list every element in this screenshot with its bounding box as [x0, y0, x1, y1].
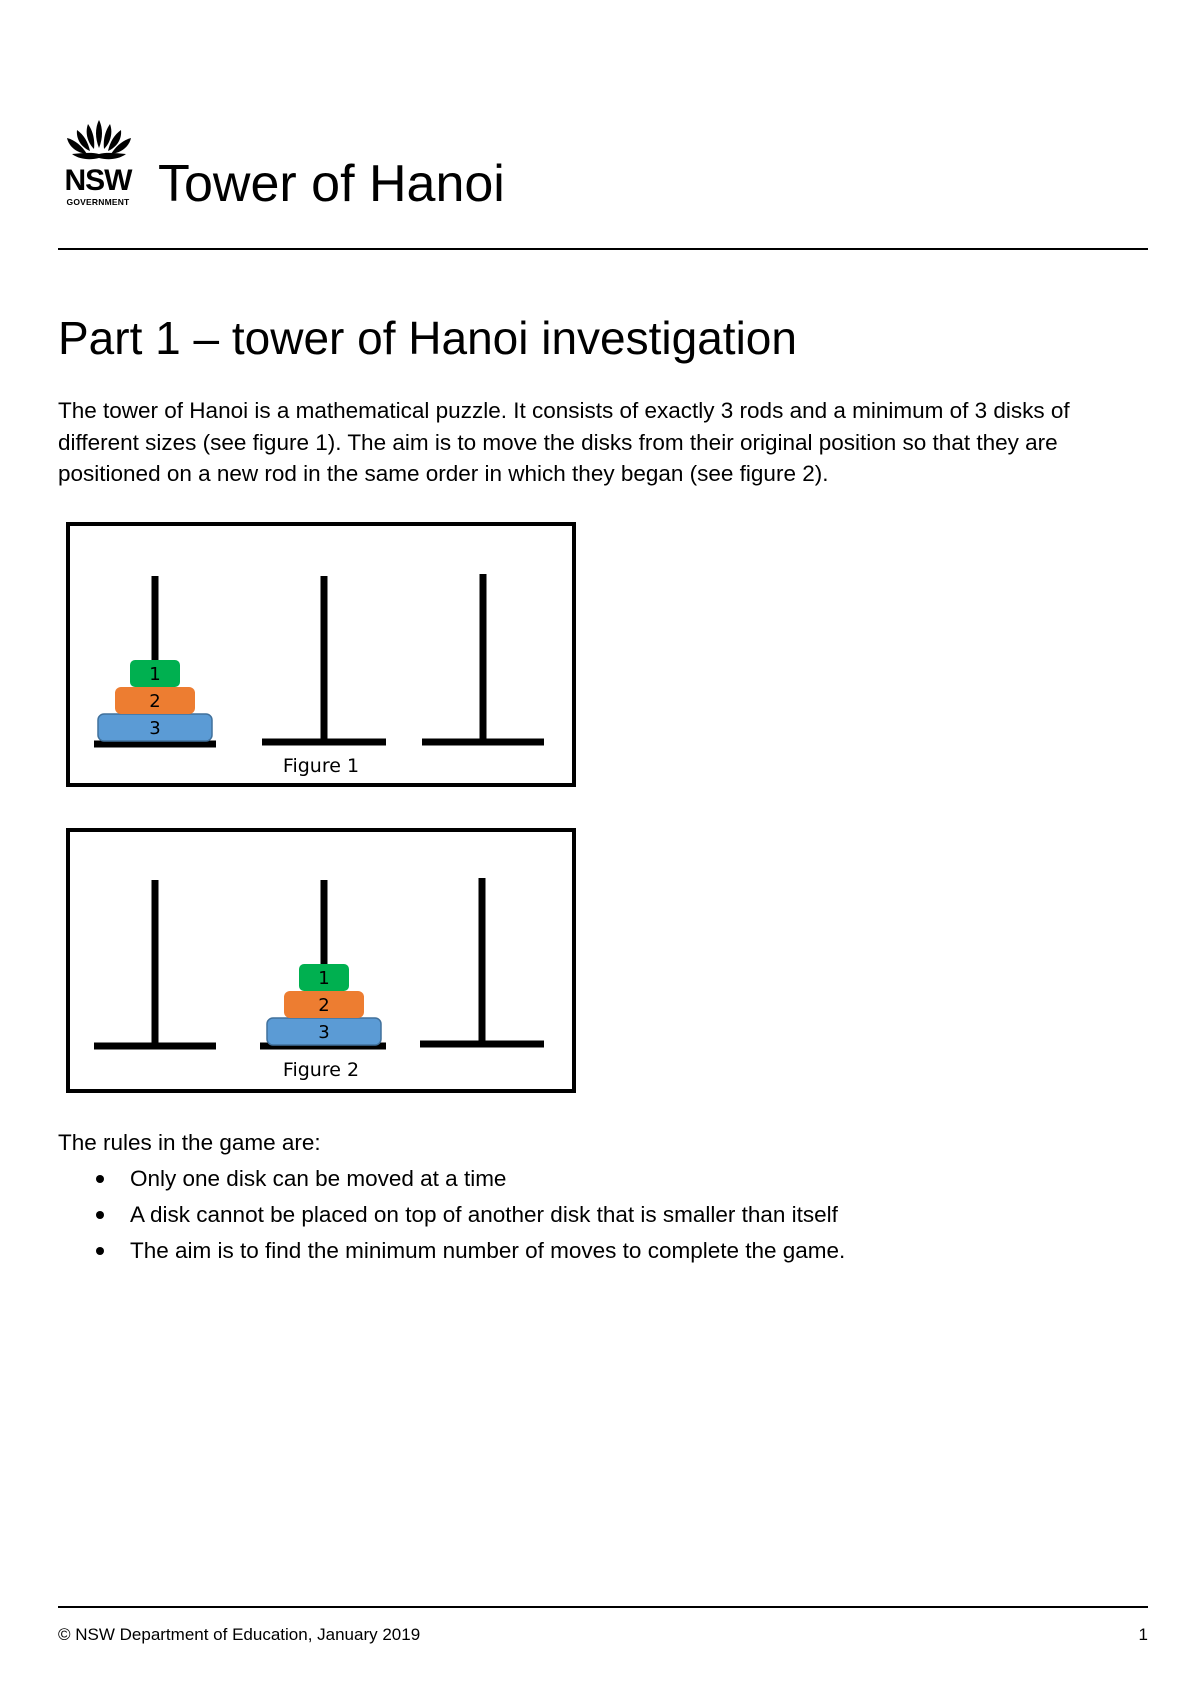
rod-1	[94, 880, 216, 1046]
disk-large-label: 3	[149, 718, 161, 739]
bullet-icon	[96, 1247, 104, 1255]
disk-medium-label: 2	[149, 691, 161, 712]
disk-large	[98, 714, 212, 741]
document-header	[58, 118, 1148, 218]
figure-2	[66, 828, 576, 1093]
rod-3	[422, 574, 544, 742]
rules-intro: The rules in the game are:	[58, 1130, 321, 1155]
disk-medium	[115, 687, 195, 714]
document-title: Tower of Hanoi	[158, 155, 505, 213]
disk-small-label: 1	[318, 968, 330, 989]
page-number: 1	[1138, 1625, 1148, 1644]
rule-item	[58, 1164, 1148, 1200]
figure-1	[66, 522, 576, 787]
logo-nsw-text: NSW	[64, 164, 132, 197]
nsw-government-logo	[58, 118, 140, 210]
disk-large-label: 3	[318, 1022, 330, 1043]
figure-2-caption: Figure 2	[282, 1059, 360, 1081]
footer-copyright: © NSW Department of Education, January 2019	[58, 1625, 421, 1644]
bullet-icon	[96, 1211, 104, 1219]
rule-item	[58, 1236, 1148, 1272]
disk-small-label: 1	[149, 664, 161, 685]
waratah-flower-icon	[58, 118, 140, 168]
intro-paragraph: The tower of Hanoi is a mathematical puzzle. It consists of exactly 3 rods and a minimum of 3 disks of different sizes (see figure 1). The aim is to move the disks from their original position so that they are positioned on a new rod in the same order in which they began (see figure 2).	[58, 398, 1070, 486]
rule-text: A disk cannot be placed on top of another disk that is smaller than itself	[130, 1202, 838, 1227]
rod-2	[262, 576, 386, 742]
rod-3	[420, 878, 544, 1044]
footer-divider	[58, 1606, 1148, 1608]
rule-item	[58, 1200, 1148, 1236]
rules-list	[58, 1164, 1148, 1272]
disk-large	[267, 1018, 381, 1045]
rule-text: Only one disk can be moved at a time	[130, 1166, 507, 1191]
figure-1-caption: Figure 1	[282, 755, 360, 777]
disk-small	[299, 964, 349, 991]
disk-medium-label: 2	[318, 995, 330, 1016]
header-divider	[58, 248, 1148, 250]
disk-medium	[284, 991, 364, 1018]
section-heading: Part 1 – tower of Hanoi investigation	[58, 312, 797, 364]
bullet-icon	[96, 1175, 104, 1183]
disk-small	[130, 660, 180, 687]
rule-text: The aim is to find the minimum number of moves to complete the game.	[130, 1238, 846, 1263]
logo-government-text: GOVERNMENT	[66, 197, 130, 207]
